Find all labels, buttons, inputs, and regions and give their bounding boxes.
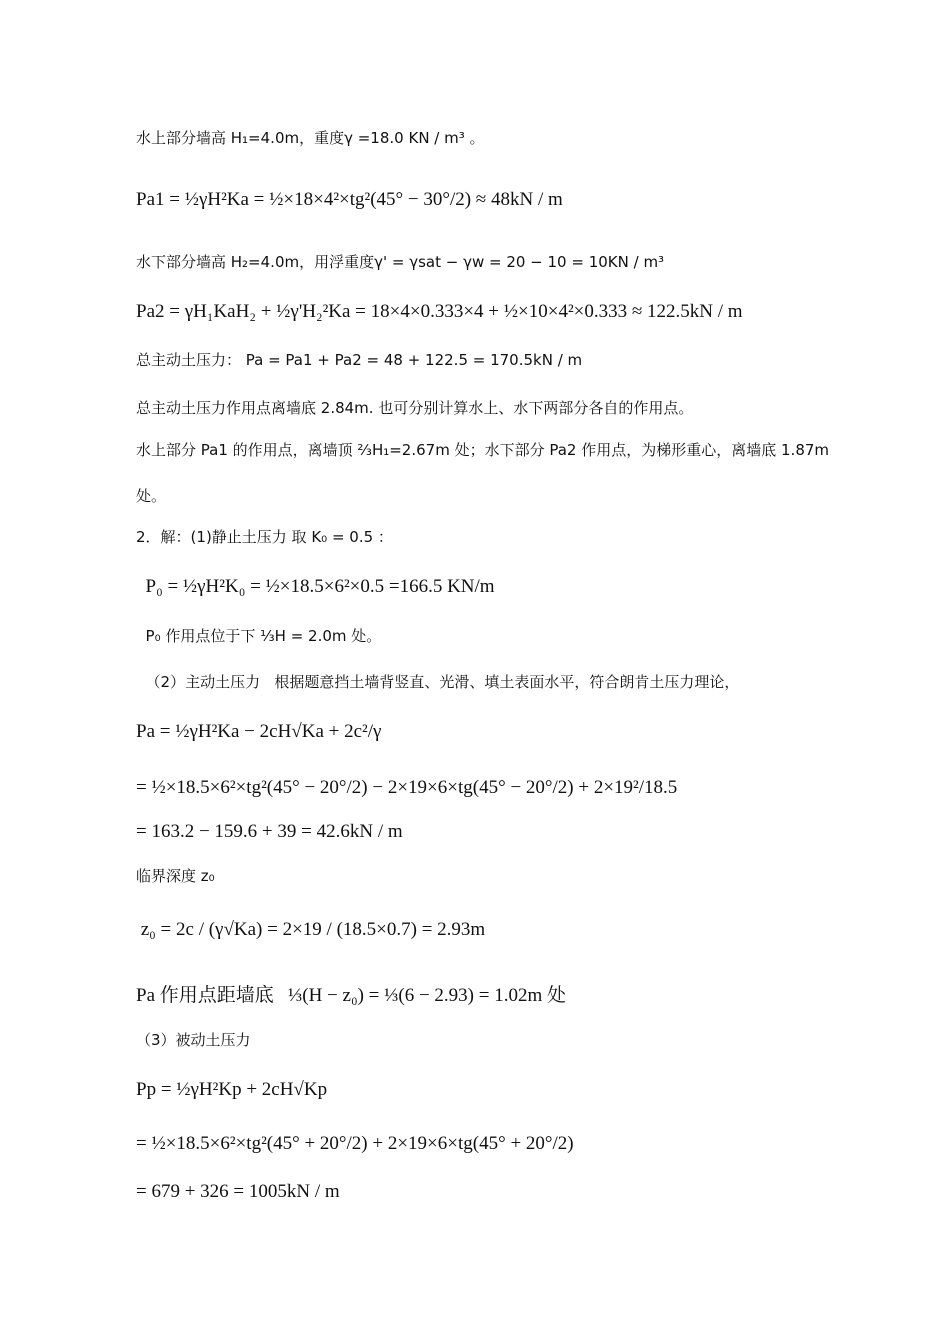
text-line: 水上部分 Pa1 的作用点，离墙顶 ⅔H₁=2.67m 处；水下部分 Pa2 作用点，为梯形重心，离墙底 1.87m	[136, 441, 830, 459]
text-line: （3）被动土压力	[136, 1031, 251, 1049]
equation-line: P₀ = ½γH²K₀ = ½×18.5×6²×0.5 =166.5 KN/m	[136, 576, 495, 597]
text-line: 2．解：(1)静止土压力 取 K₀ = 0.5 ：	[136, 528, 393, 546]
text-line: 临界深度 z₀	[136, 867, 215, 885]
text-line: （2）主动土压力 根据题意挡土墙背竖直、光滑、填土表面水平，符合朗肯土压力理论，	[136, 673, 740, 691]
equation-line: Pa = ½γH²Ka − 2cH√Ka + 2c²/γ	[136, 721, 382, 742]
text-line: 总主动土压力作用点离墙底 2.84m. 也可分别计算水上、水下两部分各自的作用点。	[136, 399, 694, 417]
equation-line: Pp = ½γH²Kp + 2cH√Kp	[136, 1079, 328, 1100]
equation-line: = 163.2 − 159.6 + 39 = 42.6kN / m	[136, 821, 403, 842]
equation-line: = ½×18.5×6²×tg²(45° − 20°/2) − 2×19×6×tg(45° − 20°/2) + 2×19²/18.5	[136, 777, 678, 798]
text-line: 水下部分墙高 H₂=4.0m，用浮重度γ' = γsat − γw = 20 − 10 = 10KN / m³	[136, 253, 665, 271]
equation-line: z₀ = 2c / (γ√Ka) = 2×19 / (18.5×0.7) = 2.93m	[136, 919, 486, 940]
text-line: 水上部分墙高 H₁=4.0m，重度γ =18.0 KN / m³ 。	[136, 129, 485, 147]
equation-line: = ½×18.5×6²×tg²(45° + 20°/2) + 2×19×6×tg(45° + 20°/2)	[136, 1133, 574, 1154]
equation-line: Pa2 = γH₁KaH₂ + ½γ'H₂²Ka = 18×4×0.333×4 + ½×10×4²×0.333 ≈ 122.5kN / m	[136, 301, 743, 322]
equation-line: Pa1 = ½γH²Ka = ½×18×4²×tg²(45° − 30°/2) ≈ 48kN / m	[136, 189, 563, 210]
text-line: 处。	[136, 487, 167, 505]
equation-line: = 679 + 326 = 1005kN / m	[136, 1181, 340, 1202]
equation-line: Pa 作用点距墙底 ⅓(H − z₀) = ⅓(6 − 2.93) = 1.02m 处	[136, 985, 566, 1006]
text-line: 总主动土压力： Pa = Pa1 + Pa2 = 48 + 122.5 = 170.5kN / m	[136, 351, 583, 369]
text-line: P₀ 作用点位于下 ⅓H = 2.0m 处。	[136, 627, 382, 645]
